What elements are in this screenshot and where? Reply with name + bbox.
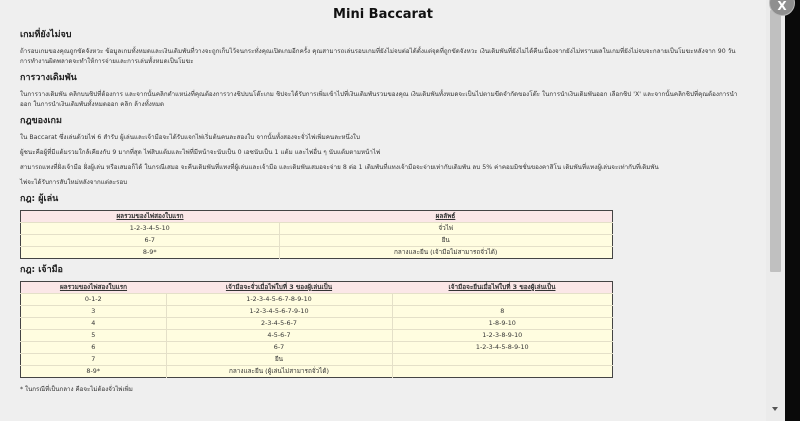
table-cell: 8-9*	[21, 247, 280, 259]
table-cell: 1-2-3-4-5-6-7-8-9-10	[166, 294, 392, 306]
table-cell: 3	[21, 306, 167, 318]
table-cell: 1-2-3-4-5-10	[21, 223, 280, 235]
dialog-title: Mini Baccarat	[333, 7, 433, 22]
table-cell: 4-5-6-7	[166, 330, 392, 342]
table-row	[21, 354, 613, 366]
table-cell	[392, 294, 613, 306]
table-cell: กลางและยืน (เจ้ามือไม่สามารถจั่วได้)	[279, 247, 613, 259]
column-header: ผลลัพธ์	[279, 211, 613, 223]
table-row	[21, 342, 613, 354]
banker-rules-heading: กฎ: เจ้ามือ	[20, 265, 63, 275]
section-text-unfinished: ถ้ารอบเกมของคุณถูกขัดจังหวะ ข้อมูลเกมทั้งหมดและเงินเดิมพันที่วางจะถูกเก็บไว้จนกระทั่งคุณเปิดเกมอีกครั้ง คุณสามารถเล่นรอบเกมที่ยังไม่จบต่อได้ตั้งแต่จุดที่ถูกขัดจังหวะ เงินเดิมพันที่ยังไม่ได้คืนเนื่องจากยังไม่ทราบผลในเกมที่ยังไม่จบจะกลายเป็นโมฆะหลังจาก 90 วัน การทำงานผิดพลาดจะทำให้การจ่ายและการเล่นทั้งหมดเป็นโมฆะ	[20, 48, 736, 65]
table-cell: 4	[21, 318, 167, 330]
scrollbar-thumb[interactable]	[770, 10, 781, 272]
table-cell: 6-7	[21, 235, 280, 247]
table-row	[21, 294, 613, 306]
section-heading-rules: กฎของเกม	[20, 116, 62, 126]
section-text-betting: ในการวางเดิมพัน คลิกบนชิปที่ต้องการ และจากนั้นคลิกตำแหน่งที่คุณต้องการวางชิปบนโต๊ะเกม ชิปจะได้รับการเพิ่มเข้าไปที่เงินเดิมพันรวมของคุณ เงินเดิมพันทั้งหมดจะเป็นไปตามขีดจำกัดของโต๊ะ ในการนำเงินเดิมพันออก เลือกชิป 'X' และจากนั้นคลิกชิปที่คุณต้องการนำออก ในการนำเงินเดิมพันทั้งหมดออก คลิก ล้างทั้งหมด	[20, 91, 738, 108]
player-rules-heading: กฎ: ผู้เล่น	[20, 194, 59, 204]
table-row	[21, 247, 613, 259]
table-header-row	[21, 211, 613, 223]
table-cell: 1-2-3-4-5-6-7-9-10	[166, 306, 392, 318]
column-header: เจ้ามือจะยืนเมื่อไพ่ใบที่ 3 ของผู้เล่นเป็น	[392, 282, 613, 294]
table-cell: ยืน	[279, 235, 613, 247]
table-row	[21, 318, 613, 330]
table-header-row	[21, 282, 613, 294]
section-heading-betting: การวางเดิมพัน	[20, 73, 77, 83]
table-cell: กลางและยืน (ผู้เล่นไม่สามารถจั่วได้)	[166, 366, 392, 378]
table-row	[21, 330, 613, 342]
table-cell: 5	[21, 330, 167, 342]
table-cell: 6	[21, 342, 167, 354]
table-cell: 8-9*	[21, 366, 167, 378]
table-cell	[392, 354, 613, 366]
table-cell: 6-7	[166, 342, 392, 354]
player-rules-table	[20, 210, 613, 259]
table-cell: 0-1-2	[21, 294, 167, 306]
table-cell: ยืน	[166, 354, 392, 366]
table-row	[21, 223, 613, 235]
table-row	[21, 235, 613, 247]
rules-paragraph: ผู้ชนะคือผู้ที่มีแต้มรวมใกล้เคียงกับ 9 มากที่สุด ไพ่สิบแต้มและไพ่ที่มีหน้าจะนับเป็น 0 เอซนับเป็น 1 แต้ม และไพ่อื่น ๆ นับแต้มตามหน้าไพ่	[20, 149, 381, 156]
rules-paragraph: ไพ่จะได้รับการสับใหม่หลังจากแต่ละรอบ	[20, 179, 128, 186]
rules-paragraph: ใน Baccarat ซึ่งเล่นด้วยไพ่ 6 สำรับ ผู้เล่นและเจ้ามือจะได้รับแจกไพ่เริ่มต้นคนละสองใบ จากนั้นทั้งสองจะจั่วไพ่เพิ่มคนละหนึ่งใบ	[20, 134, 360, 141]
table-cell: 7	[21, 354, 167, 366]
column-header: เจ้ามือจะจั่วเมื่อไพ่ใบที่ 3 ของผู้เล่นเป็น	[166, 282, 392, 294]
table-cell: 8	[392, 306, 613, 318]
footnote: * ในกรณีที่เป็นกลาง คือจะไม่ต้องจั่วไพ่เพิ่ม	[20, 386, 133, 393]
table-cell: 1-2-3-4-5-8-9-10	[392, 342, 613, 354]
table-cell: 1-8-9-10	[392, 318, 613, 330]
close-button[interactable]: X	[769, 0, 795, 16]
table-cell: 2-3-4-5-6-7	[166, 318, 392, 330]
section-heading-unfinished: เกมที่ยังไม่จบ	[20, 30, 72, 40]
table-cell: จั่วไพ่	[279, 223, 613, 235]
column-header: ผลรวมของไพ่สองใบแรก	[21, 211, 280, 223]
table-cell: 1-2-3-8-9-10	[392, 330, 613, 342]
table-cell	[392, 366, 613, 378]
banker-rules-table	[20, 281, 613, 378]
table-row	[21, 306, 613, 318]
rules-paragraph: สามารถแทงที่ฝั่งเจ้ามือ ฝั่งผู้เล่น หรือเสมอก็ได้ ในกรณีเสมอ จะคืนเดิมพันที่แทงที่ผู้เล่นและเจ้ามือ และเดิมพันเสมอจะจ่าย 8 ต่อ 1 เดิมพันที่แทงเจ้ามือจะจ่ายเท่ากับเดิมพัน ลบ 5% ค่าคอมมิชชั่นของคาสิโน เดิมพันที่แทงผู้เล่นจะเท่ากับที่เดิมพัน	[20, 164, 659, 171]
vertical-scrollbar[interactable]	[766, 0, 785, 421]
column-header: ผลรวมของไพ่สองใบแรก	[21, 282, 167, 294]
scroll-down-arrow-icon[interactable]	[772, 407, 778, 411]
table-row	[21, 366, 613, 378]
